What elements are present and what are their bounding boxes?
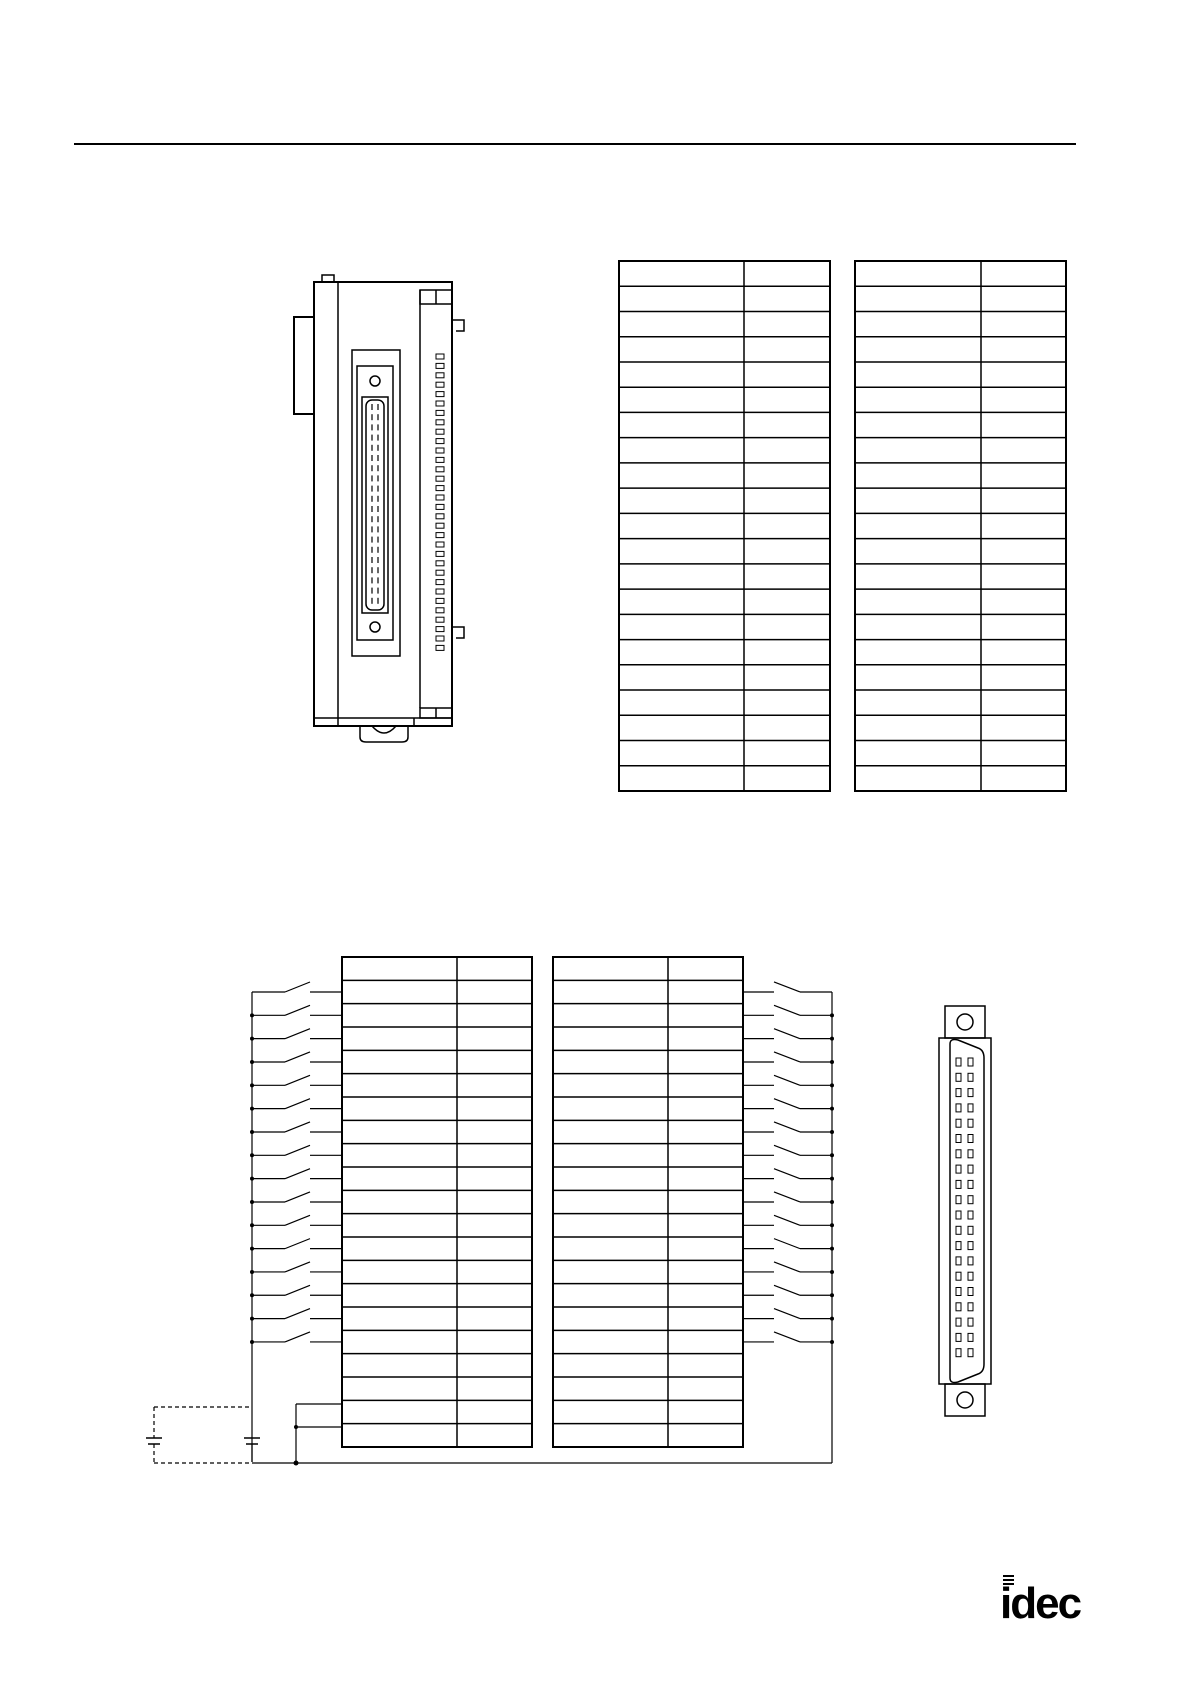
switch-blade	[285, 1309, 310, 1319]
wiring-diagram	[146, 957, 834, 1466]
led-indicator	[436, 354, 444, 359]
connector-pin	[956, 1196, 961, 1204]
connector-pin	[956, 1333, 961, 1341]
connector-d-shell	[950, 1040, 984, 1383]
switch-blade	[285, 1192, 310, 1202]
mounting-hole-bottom	[957, 1392, 973, 1408]
led-indicator	[436, 467, 444, 472]
terminal-tables-top	[619, 261, 1066, 791]
connector-pin	[968, 1058, 973, 1066]
connector-flange-top	[945, 1006, 985, 1038]
connector-socket	[366, 400, 384, 610]
connector-pin	[956, 1349, 961, 1357]
connector-pin	[968, 1333, 973, 1341]
input-switch-right	[743, 1215, 834, 1227]
led-indicator	[436, 401, 444, 406]
switch-blade	[285, 1052, 310, 1062]
input-switch-right	[743, 1052, 834, 1064]
led-indicator	[436, 486, 444, 491]
input-switch-right	[743, 1285, 834, 1297]
connector-pin	[956, 1180, 961, 1188]
table-border	[619, 261, 830, 791]
led-indicator	[436, 598, 444, 603]
switch-blade	[774, 1075, 800, 1085]
connector-pin	[968, 1150, 973, 1158]
input-switch-right	[743, 1192, 834, 1204]
input-switch	[250, 1192, 342, 1204]
led-indicator	[436, 420, 444, 425]
switch-blade	[774, 1169, 800, 1179]
switch-blade	[774, 1122, 800, 1132]
junction-dot	[294, 1425, 298, 1429]
switch-blade	[285, 1332, 310, 1342]
switch-blade	[774, 1005, 800, 1015]
switch-blade	[285, 1005, 310, 1015]
input-switch	[250, 1169, 342, 1181]
input-switch-right	[743, 982, 832, 992]
idec-logo-icon	[1000, 1576, 1082, 1628]
input-switch-right	[743, 1145, 834, 1157]
input-switch	[250, 1145, 342, 1157]
terminal-table-left	[619, 261, 830, 791]
input-switch-right	[743, 1309, 834, 1321]
bottom-latch	[360, 726, 408, 742]
top-latch	[322, 275, 334, 282]
mounting-hole-top	[957, 1014, 973, 1030]
switch-blade	[285, 982, 310, 992]
connector-pin	[968, 1135, 973, 1143]
led-indicator	[436, 636, 444, 641]
input-switch-right	[743, 1122, 834, 1134]
led-indicator	[436, 373, 444, 378]
led-indicator	[436, 439, 444, 444]
input-switch-right	[743, 1239, 834, 1251]
connector-pin	[956, 1257, 961, 1265]
connector-pin	[968, 1119, 973, 1127]
switch-blade	[285, 1239, 310, 1249]
switch-blade	[774, 1215, 800, 1225]
led-indicator	[436, 608, 444, 613]
input-switch-right	[743, 1262, 834, 1274]
connector-pin	[968, 1257, 973, 1265]
connector-pin	[968, 1303, 973, 1311]
input-switch-right	[743, 1099, 834, 1111]
connector-pin	[956, 1288, 961, 1296]
din-clip	[452, 320, 464, 331]
switch-blade	[285, 1285, 310, 1295]
connector-pin	[968, 1288, 973, 1296]
connector-pin	[968, 1272, 973, 1280]
led-indicator	[436, 429, 444, 434]
switch-blade	[774, 1285, 800, 1295]
switch-blade	[285, 1029, 310, 1039]
connector-pin	[968, 1073, 973, 1081]
bottom-latch-hook	[372, 726, 396, 733]
input-switch-right	[743, 1332, 834, 1344]
switch-blade	[774, 1332, 800, 1342]
led-indicator	[436, 551, 444, 556]
connector-pin	[956, 1073, 961, 1081]
connector-screw-bottom	[370, 622, 380, 632]
connector-pin	[968, 1180, 973, 1188]
connector-pin	[956, 1089, 961, 1097]
switch-blade	[774, 1192, 800, 1202]
led-indicator	[436, 627, 444, 632]
switch-blade	[285, 1122, 310, 1132]
led-indicator	[436, 645, 444, 650]
connector-body	[939, 1038, 991, 1384]
input-switch	[250, 1075, 342, 1087]
led-indicator	[436, 410, 444, 415]
led-indicator	[436, 495, 444, 500]
connector-pin	[956, 1211, 961, 1219]
input-switch-right	[743, 1169, 834, 1181]
table-border	[342, 957, 532, 1447]
connector-pinout-drawing	[939, 1006, 991, 1416]
input-switch	[250, 1052, 342, 1064]
switch-blade	[285, 1169, 310, 1179]
led-indicator	[436, 617, 444, 622]
input-switch-right	[743, 1005, 834, 1017]
connector-pin	[956, 1303, 961, 1311]
led-indicator	[436, 363, 444, 368]
led-indicator	[436, 589, 444, 594]
connector-pin	[956, 1226, 961, 1234]
connector-pin	[968, 1242, 973, 1250]
connector-pin	[968, 1349, 973, 1357]
switch-blade	[774, 1262, 800, 1272]
input-switch	[252, 982, 342, 992]
led-indicator	[436, 392, 444, 397]
connector-pin	[956, 1058, 961, 1066]
led-indicator	[436, 382, 444, 387]
switch-blade	[774, 1309, 800, 1319]
switch-blade	[774, 1099, 800, 1109]
optional-power-source	[146, 1407, 252, 1463]
led-indicator	[436, 476, 444, 481]
switch-blade	[774, 1029, 800, 1039]
input-switch-right	[743, 1075, 834, 1087]
switch-blade	[774, 1239, 800, 1249]
led-indicator	[436, 504, 444, 509]
led-indicator	[436, 448, 444, 453]
wiring-table-left	[342, 957, 532, 1447]
connector-pin	[968, 1165, 973, 1173]
connector-pin	[956, 1119, 961, 1127]
led-indicator	[436, 580, 444, 585]
connector-pin	[968, 1226, 973, 1234]
table-border	[855, 261, 1066, 791]
switch-blade	[285, 1145, 310, 1155]
connector-pin	[968, 1089, 973, 1097]
din-clip	[452, 627, 464, 638]
input-switch	[250, 1262, 342, 1274]
input-switch	[250, 1029, 342, 1041]
connector-pin	[968, 1104, 973, 1112]
led-indicator	[436, 561, 444, 566]
led-indicator	[436, 523, 444, 528]
input-switch	[250, 1332, 342, 1344]
left-tab	[294, 317, 314, 414]
switch-blade	[285, 1075, 310, 1085]
led-indicator	[436, 533, 444, 538]
module-outline-drawing	[294, 275, 464, 742]
connector-pin	[956, 1165, 961, 1173]
connector-pin	[956, 1150, 961, 1158]
input-switch	[250, 1239, 342, 1251]
connector-pin	[968, 1196, 973, 1204]
connector-pin	[956, 1104, 961, 1112]
input-switch	[250, 1122, 342, 1134]
switch-blade	[285, 1099, 310, 1109]
input-switch	[250, 1309, 342, 1321]
led-indicator	[436, 457, 444, 462]
connector-pin	[956, 1242, 961, 1250]
terminal-table-right	[855, 261, 1066, 791]
led-indicator	[436, 514, 444, 519]
input-switch	[250, 1099, 342, 1111]
switch-blade	[774, 1052, 800, 1062]
switch-blade	[774, 1145, 800, 1155]
connector-pin	[968, 1318, 973, 1326]
led-indicator	[436, 542, 444, 547]
connector-pin	[956, 1135, 961, 1143]
connector-pin	[956, 1318, 961, 1326]
connector-pin	[956, 1272, 961, 1280]
input-switch	[250, 1285, 342, 1297]
input-switch	[250, 1005, 342, 1017]
switch-blade	[774, 982, 800, 992]
led-indicator	[436, 570, 444, 575]
connector-pin	[968, 1211, 973, 1219]
switch-blade	[285, 1262, 310, 1272]
table-border	[553, 957, 743, 1447]
input-switch-right	[743, 1029, 834, 1041]
connector-screw-top	[370, 376, 380, 386]
switch-blade	[285, 1215, 310, 1225]
wiring-table-right	[553, 957, 743, 1447]
connector-flange-bottom	[945, 1384, 985, 1416]
module-body	[314, 282, 452, 726]
input-switch	[250, 1215, 342, 1227]
idec-logo-text: idec	[1000, 1579, 1081, 1628]
